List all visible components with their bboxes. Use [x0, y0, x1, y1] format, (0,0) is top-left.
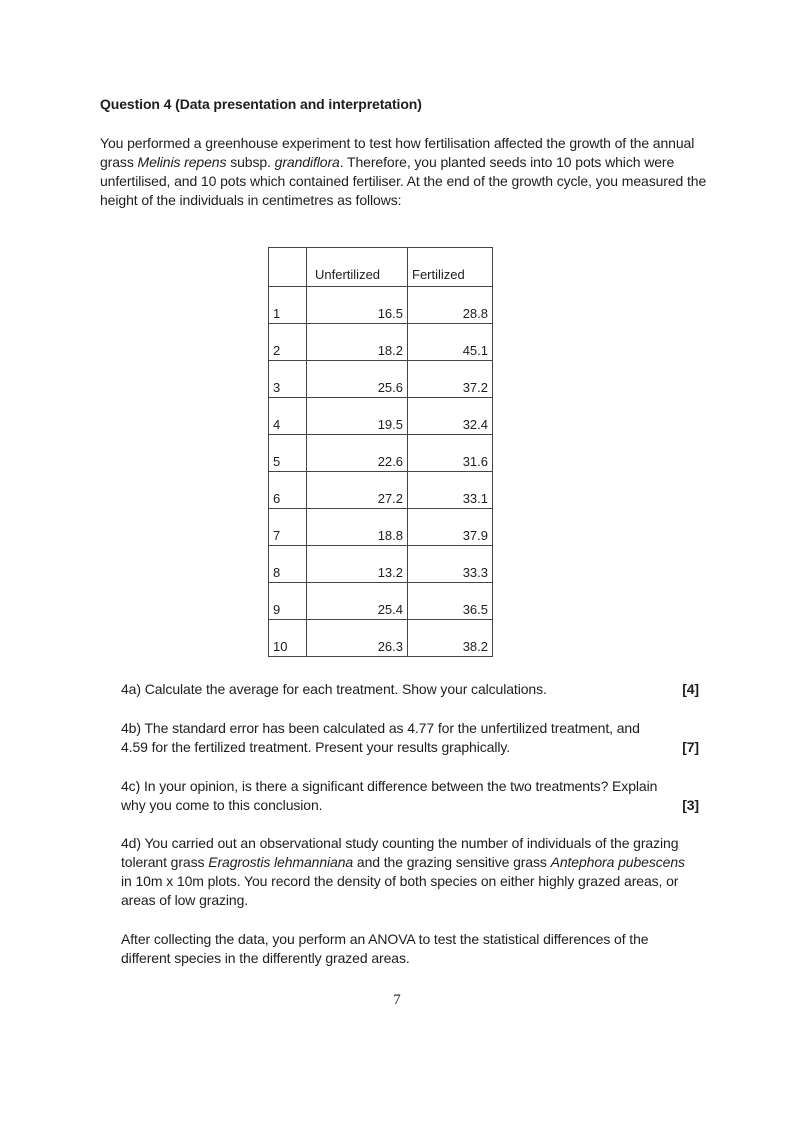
species-name: Melinis repens [137, 154, 227, 170]
row-index: 10 [269, 620, 307, 657]
question-4b-marks: [7] [682, 739, 699, 755]
subspecies-name: grandiflora [274, 154, 340, 170]
question-heading: Question 4 (Data presentation and interpretation) [100, 96, 422, 112]
header-cell-index [269, 248, 307, 287]
table-row [269, 398, 493, 435]
fertilized-value: 37.9 [408, 509, 493, 546]
question-4c-text: 4c) In your opinion, is there a significant difference between the two treatments? Explain why you come to this conclusion. [121, 778, 658, 813]
unfertilized-value: 18.8 [307, 509, 408, 546]
page-number: 7 [393, 992, 401, 1008]
anova-paragraph: After collecting the data, you perform an ANOVA to test the statistical differences of the different species in the differently grazed areas. [121, 931, 649, 966]
question-4d-text: in 10m x 10m plots. You record the density of both species on either highly grazed areas, or areas of low grazing. [121, 873, 679, 908]
row-index: 6 [269, 472, 307, 509]
unfertilized-value: 19.5 [307, 398, 408, 435]
intro-text: You performed a greenhouse experiment to test how fertilisation affected the growth of the annual grass [100, 135, 695, 170]
fertilized-value: 28.8 [408, 287, 493, 324]
question-4a [121, 680, 699, 699]
fertilized-value: 31.6 [408, 435, 493, 472]
fertilized-value: 32.4 [408, 398, 493, 435]
unfertilized-value: 13.2 [307, 546, 408, 583]
unfertilized-value: 25.6 [307, 361, 408, 398]
unfertilized-value: 18.2 [307, 324, 408, 361]
unfertilized-value: 26.3 [307, 620, 408, 657]
fertilized-value: 45.1 [408, 324, 493, 361]
row-index: 9 [269, 583, 307, 620]
fertilized-value: 33.1 [408, 472, 493, 509]
intro-paragraph [100, 134, 712, 210]
question-4a-marks: [4] [682, 681, 699, 697]
table-row [269, 472, 493, 509]
row-index: 5 [269, 435, 307, 472]
table-row [269, 620, 493, 657]
unfertilized-value: 22.6 [307, 435, 408, 472]
question-4d-text: 4d) You carried out an observational study counting the number of individuals of the grazing tolerant grass [121, 835, 679, 870]
question-4c [121, 777, 699, 815]
row-index: 8 [269, 546, 307, 583]
question-4d-text: and the grazing sensitive grass [353, 854, 551, 870]
species-name-eragrostis: Eragrostis lehmanniana [208, 854, 354, 870]
question-4d [121, 834, 699, 910]
fertilized-value: 33.3 [408, 546, 493, 583]
question-4c-marks: [3] [682, 797, 699, 813]
species-name-antephora: Antephora pubescens [550, 854, 685, 870]
table-header-row [269, 248, 493, 287]
row-index: 7 [269, 509, 307, 546]
table-row [269, 324, 493, 361]
question-4b-text: 4b) The standard error has been calculated as 4.77 for the unfertilized treatment, and 4.59 for the fertilized treatment. Present your results graphically. [121, 720, 640, 755]
unfertilized-value: 16.5 [307, 287, 408, 324]
table-row [269, 435, 493, 472]
header-cell-unfertilized: Unfertilized [307, 248, 408, 287]
row-index: 3 [269, 361, 307, 398]
intro-text: subsp. [226, 154, 275, 170]
unfertilized-value: 27.2 [307, 472, 408, 509]
row-index: 1 [269, 287, 307, 324]
table-row [269, 509, 493, 546]
intro-text: . Therefore, you planted seeds into 10 pots which were unfertilised, and 10 pots which contained fertiliser. At the end of the growth cycle, you measured the height of the individuals in centimetres as follows: [100, 154, 707, 208]
height-data-table [268, 247, 493, 657]
table-row [269, 287, 493, 324]
question-4b [121, 719, 699, 757]
row-index: 4 [269, 398, 307, 435]
header-cell-fertilized: Fertilized [408, 248, 493, 287]
question-4a-text: 4a) Calculate the average for each treatment. Show your calculations. [121, 681, 547, 697]
table-row [269, 361, 493, 398]
unfertilized-value: 25.4 [307, 583, 408, 620]
row-index: 2 [269, 324, 307, 361]
table-row [269, 583, 493, 620]
fertilized-value: 37.2 [408, 361, 493, 398]
fertilized-value: 38.2 [408, 620, 493, 657]
table-row [269, 546, 493, 583]
fertilized-value: 36.5 [408, 583, 493, 620]
